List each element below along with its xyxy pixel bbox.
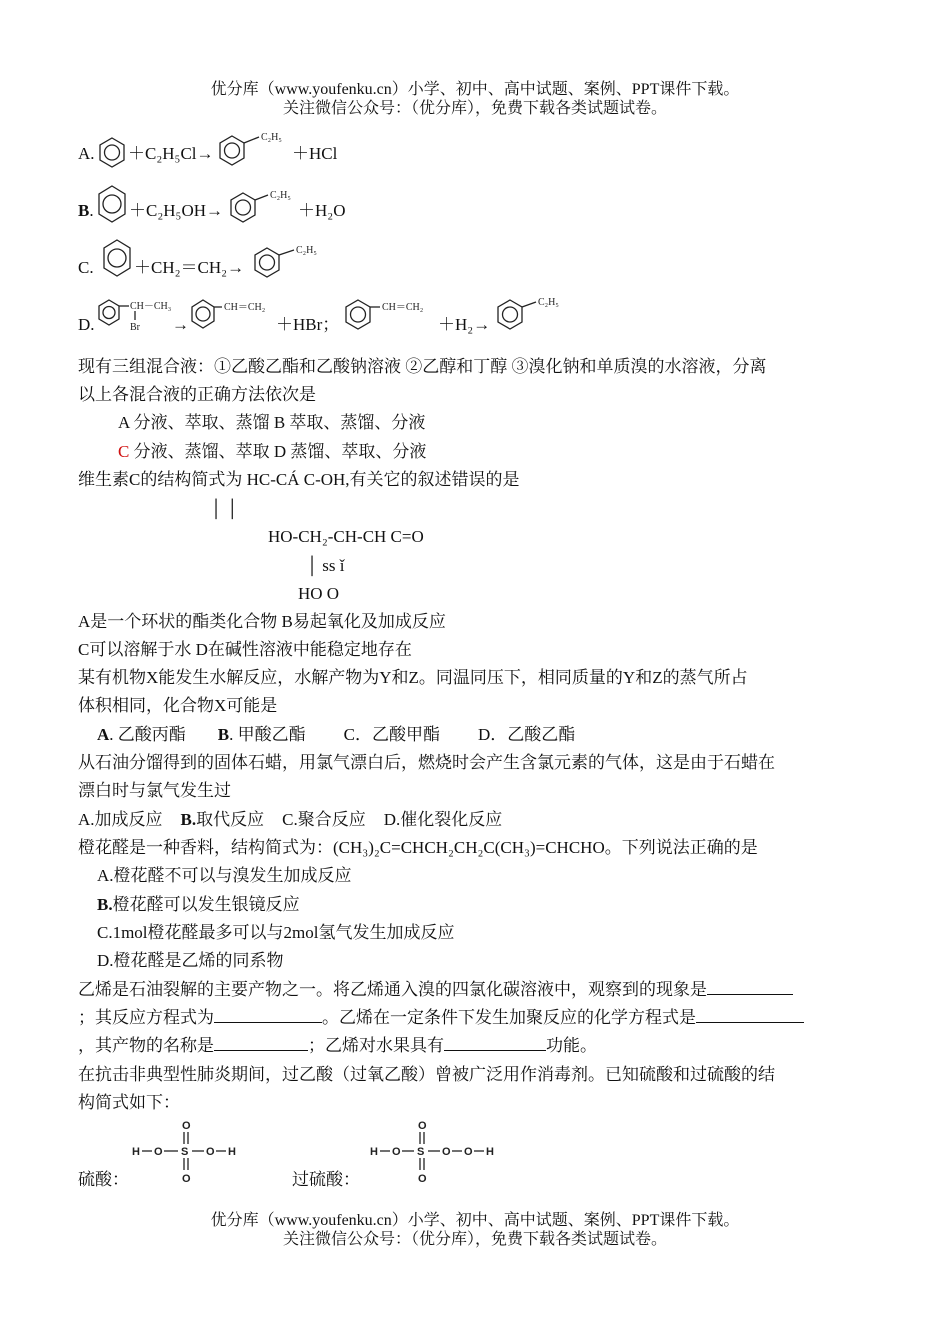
q-ethylene-line-3: ，其产物的名称是 ；乙烯对水果具有 功能。 — [78, 1036, 597, 1055]
persulfuric-acid-structure — [368, 1118, 508, 1188]
reaction-d-mid: ＋HBr； — [276, 315, 340, 334]
ethylbenzene-icon — [496, 292, 571, 334]
q-citral-stem: 橙花醛是一种香料，结构简式为：(CH₃)₂C=CHCH₂CH₂C(CH₃)=CHCHO。下列说法正确的是 — [78, 838, 758, 857]
q-ethylene-line-2: ；其反应方程式为 。乙烯在一定条件下发生加聚反应的化学方程式是 — [78, 1006, 804, 1030]
answer-blank[interactable] — [696, 1006, 804, 1023]
q-paraffin-options: A.加成反应 B.取代反应 C.聚合反应 D.催化裂化反应 — [78, 810, 503, 829]
ethyl-substituent: C₂H₅ — [538, 297, 559, 308]
structure-row-3: │ ss ǐ — [306, 556, 345, 575]
persulfuric-formula-text: H－O－S－O－O－H — [368, 1190, 378, 1191]
ethylbenzene-icon — [228, 187, 300, 227]
structure-bonds: │ │ — [210, 499, 239, 518]
bromoethylbenzene-icon — [97, 294, 177, 334]
benzene-icon — [97, 136, 127, 170]
ethylbenzene-icon — [217, 128, 292, 168]
reaction-b: B. — [78, 201, 94, 220]
sulfur-atom: S — [181, 1146, 189, 1158]
oxygen-left: O — [154, 1146, 163, 1158]
answer-blank[interactable] — [214, 1034, 308, 1051]
q-separation-stem-1: 现有三组混合液：①乙酸乙酯和乙酸钠溶液 ②乙醇和丁醇 ③溴化钠和单质溴的水溶液，分离 — [78, 357, 767, 376]
ethylbenzene-icon — [252, 240, 324, 282]
chch3-group: CH－CH₃ — [130, 301, 172, 312]
ethyl-substituent: C₂H₅ — [296, 245, 317, 256]
footer-line-1: 优分库（www.youfenku.cn）小学、初中、高中试题、案例、PPT课件下载。 — [210, 1212, 740, 1229]
q-vitamin-c-stem: 维生素C的结构简式为 HC-CÁ C-OH,有关它的叙述错误的是 — [78, 470, 520, 489]
q-paraffin-stem-1: 从石油分馏得到的固体石蜡，用氯气漂白后，燃烧时会产生含氯元素的气体，这是由于石蜡在 — [78, 753, 775, 772]
bottom-oxygen: O — [182, 1173, 191, 1185]
header-line-2: 关注微信公众号：（优分库），免费下载各类试题试卷。 — [282, 100, 667, 117]
structure-row-2: HO-CH₂-CH-CH C=O — [268, 527, 424, 546]
oxygen-right: O — [206, 1146, 215, 1158]
q-citral-opt-b: B.橙花醛可以发生银镜反应 — [97, 895, 300, 914]
top-oxygen: O — [182, 1120, 191, 1132]
persulfuric-acid-label: 过硫酸： — [292, 1170, 360, 1189]
hydrogen-left: H — [370, 1146, 378, 1158]
reaction-d-end: ＋H₂→ — [438, 315, 491, 334]
vinyl-group: CH＝CH₂ — [224, 302, 266, 313]
answer-blank[interactable] — [707, 978, 793, 995]
sulfuric-acid-label: 硫酸： — [78, 1170, 129, 1189]
peroxide-oxygen-2: O — [464, 1146, 473, 1158]
footer-line-2: 关注微信公众号：（优分库），免费下载各类试题试卷。 — [282, 1231, 667, 1248]
benzene-icon — [97, 184, 127, 228]
styrene-icon — [344, 292, 439, 334]
reaction-d-arrow: → — [172, 315, 189, 334]
q-separation-opt-cd: C 分液、蒸馏、萃取 D 蒸馏、萃取、分液 — [118, 442, 427, 461]
bromine-atom: Br — [130, 322, 140, 333]
q-citral-opt-a: A.橙花醛不可以与溴发生加成反应 — [97, 866, 352, 885]
q-separation-stem-2: 以上各混合液的正确方法依次是 — [78, 385, 316, 404]
top-oxygen: O — [418, 1120, 427, 1132]
bottom-oxygen: O — [418, 1173, 427, 1185]
q-peracid-stem-2: 构简式如下： — [78, 1093, 180, 1112]
benzene-icon — [102, 238, 132, 282]
oxygen-left: O — [392, 1146, 401, 1158]
ethyl-substituent: C₂H₅ — [261, 132, 282, 143]
reaction-a-label: A. — [78, 144, 95, 163]
structure-row-4: HO O — [298, 584, 340, 603]
reaction-b-end: ＋H₂O — [298, 201, 346, 220]
answer-blank[interactable] — [214, 1006, 322, 1023]
q-citral-opt-c: C.1mol橙花醛最多可以与2mol氢气发生加成反应 — [97, 923, 455, 942]
q-hydrolysis-options: A. 乙酸丙酯 B. 甲酸乙酯 C．乙酸甲酯 D．乙酸乙酯 — [97, 725, 576, 744]
peroxide-oxygen-1: O — [442, 1146, 451, 1158]
sulfuric-formula-text: H－O－S－O－H — [130, 1190, 138, 1191]
q-citral-opt-d: D.橙花醛是乙烯的同系物 — [97, 951, 284, 970]
ethyl-substituent: C₂H₅ — [270, 190, 291, 201]
q-vitamin-c-opt-ab: A是一个环状的酯类化合物 B易起氧化及加成反应 — [78, 612, 446, 631]
reaction-a-end: ＋HCl — [292, 144, 338, 163]
sulfur-atom: S — [417, 1146, 425, 1158]
hydrogen-right: H — [486, 1146, 494, 1158]
reaction-b-mid: ＋C₂H₅OH→ — [129, 201, 224, 220]
answer-blank[interactable] — [444, 1034, 546, 1051]
q-hydrolysis-stem-1: 某有机物X能发生水解反应，水解产物为Y和Z。同温同压下，相同质量的Y和Z的蒸气所占 — [78, 668, 748, 687]
reaction-c-mid: ＋CH₂＝CH₂→ — [134, 258, 245, 277]
hydrogen-left: H — [132, 1146, 140, 1158]
q-hydrolysis-stem-2: 体积相同，化合物X可能是 — [78, 696, 278, 715]
sulfuric-acid-structure — [130, 1118, 250, 1188]
reaction-a — [78, 142, 95, 166]
q-paraffin-stem-2: 漂白时与氯气发生过 — [78, 781, 231, 800]
q-vitamin-c-opt-cd: C可以溶解于水 D在碱性溶液中能稳定地存在 — [78, 640, 412, 659]
q-separation-opt-ab: A 分液、萃取、蒸馏 B 萃取、蒸馏、分液 — [118, 413, 426, 432]
header-line-1: 优分库（www.youfenku.cn）小学、初中、高中试题、案例、PPT课件下载。 — [210, 81, 740, 98]
reaction-c-label: C. — [78, 258, 94, 277]
vinyl-group: CH＝CH₂ — [382, 302, 424, 313]
q-ethylene-line-1: 乙烯是石油裂解的主要产物之一。将乙烯通入溴的四氯化碳溶液中，观察到的现象是 — [78, 978, 793, 1002]
reaction-a-mid: ＋C₂H₅Cl→ — [128, 144, 214, 163]
answer-mark: C — [118, 442, 130, 461]
q-peracid-stem-1: 在抗击非典型性肺炎期间，过乙酸（过氧乙酸）曾被广泛用作消毒剂。已知硫酸和过硫酸的结 — [78, 1065, 775, 1084]
styrene-icon — [189, 294, 281, 334]
reaction-d-label: D. — [78, 315, 95, 334]
reaction-b-label: B — [78, 201, 90, 220]
hydrogen-right: H — [228, 1146, 236, 1158]
